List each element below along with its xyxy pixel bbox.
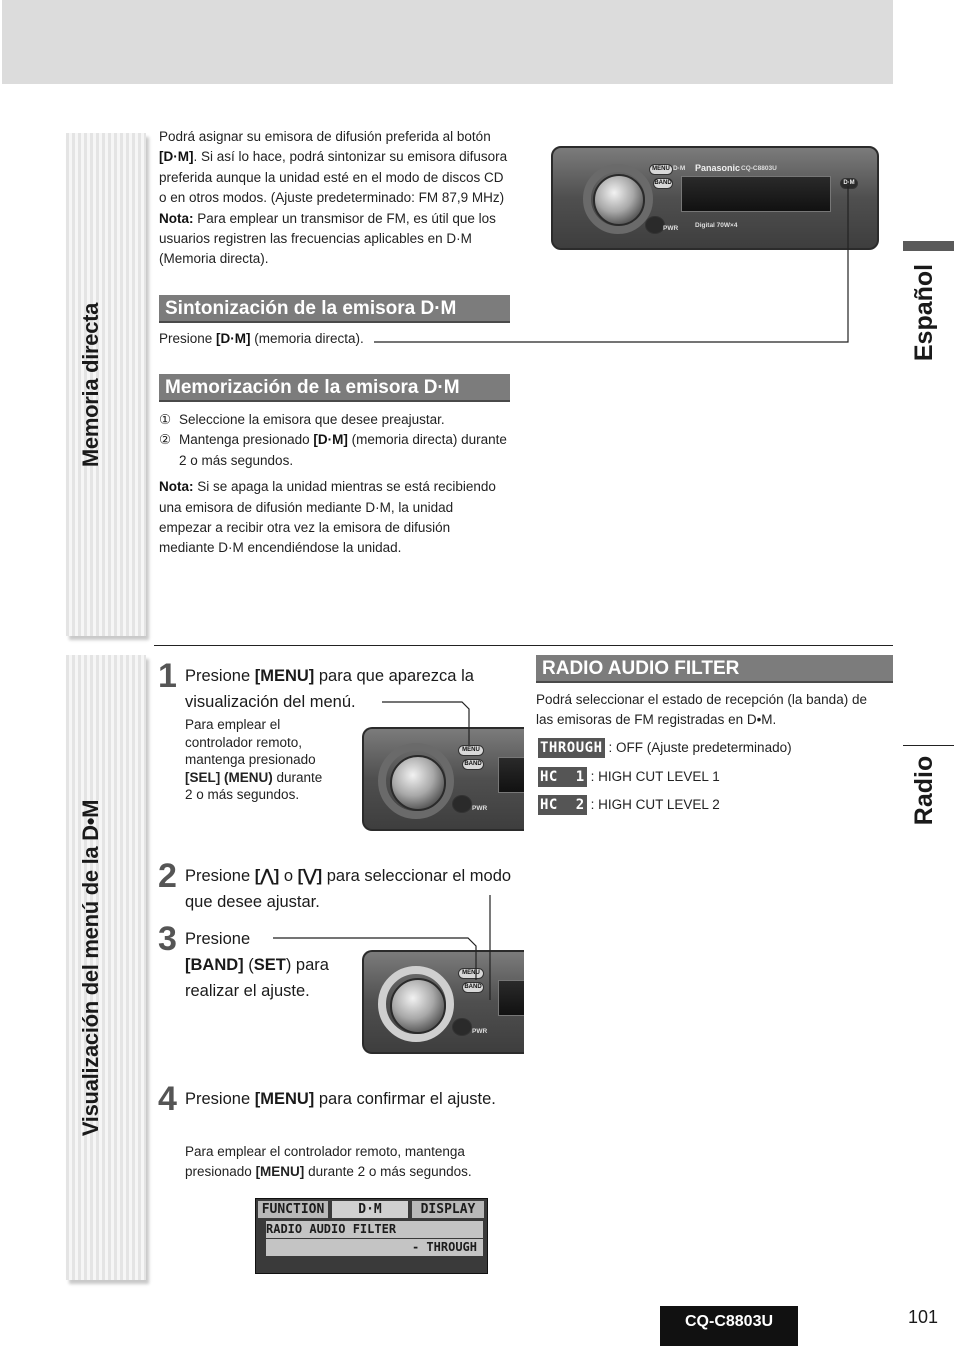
step-4-number: 4 — [158, 1080, 177, 1118]
step-1-number: 1 — [158, 657, 177, 695]
sintonizacion-text: Presione [D·M] (memoria directa). — [159, 331, 364, 346]
tab-divider — [903, 745, 954, 746]
header-band — [2, 0, 893, 84]
page-number: 101 — [908, 1307, 939, 1327]
heading-sintonizacion: Sintonización de la emisora D·M — [159, 295, 510, 323]
brand-logo: Panasonic — [695, 163, 741, 173]
option-through: THROUGH : OFF (Ajuste predeterminado) — [540, 740, 792, 756]
radio-filter-text: Podrá seleccionar el estado de recepción (la banda) de las emisoras de FM registradas en D•M. — [536, 692, 867, 728]
tab-radio: Radio — [910, 755, 939, 825]
dm-button[interactable]: D·M — [840, 178, 858, 189]
tab-espanol: Español — [910, 263, 939, 361]
step-3-text: Presione [BAND] (SET) para realizar el ajuste. — [185, 930, 329, 1000]
display-window — [681, 176, 831, 212]
step-2-number: 2 — [158, 857, 177, 895]
head-unit-illustration: MENU D·M BAND Panasonic CQ-C8803U D·M PWR Digital 70W×4 — [551, 146, 879, 250]
sidebar-visualizacion-menu — [66, 655, 146, 1280]
section-divider — [154, 645, 893, 646]
heading-radio-audio-filter: RADIO AUDIO FILTER — [536, 655, 893, 683]
menu-button[interactable]: MENU — [458, 968, 484, 979]
band-button[interactable]: BAND — [462, 982, 484, 993]
section-title-memoria: Memoria directa — [78, 302, 104, 467]
step-1-text: Presione [MENU] para que aparezca la visualización del menú. — [185, 667, 474, 711]
step-4-subtext: Para emplear el controlador remoto, mantenga presionado [MENU] durante 2 o más segundos. — [185, 1144, 472, 1179]
lcd-tab-display: DISPLAY — [412, 1201, 484, 1218]
pwr-button[interactable] — [452, 795, 472, 813]
pwr-button[interactable] — [645, 216, 665, 234]
pwr-button[interactable] — [452, 1018, 472, 1036]
band-button[interactable]: BAND — [462, 759, 484, 770]
step-3-number: 3 — [158, 920, 177, 958]
nota-label: Nota: — [159, 210, 194, 226]
step-4-text: Presione [MENU] para confirmar el ajuste. — [185, 1090, 496, 1108]
memorizacion-steps: ① Seleccione la emisora que desee preajustar. ② Mantenga presionado [D·M] (memoria directa) durante 2 o más segundos. Nota: Si se apaga la unidad mientras se está recibiendo una emisora de difusión mediante D·M, la unidad empezar a recibir otra vez la emisora de difusión mediante D·M encendiéndose la unidad. — [159, 412, 507, 556]
lcd-row-filter: RADIO AUDIO FILTER — [266, 1221, 483, 1238]
section-title-visualizacion: Visualización del menú de la D•M — [78, 799, 103, 1136]
menu-display-screen — [255, 1198, 488, 1274]
head-unit-closeup-band: MENU BAND PWR — [362, 950, 524, 1054]
heading-memorizacion: Memorización de la emisora D·M — [159, 374, 510, 402]
volume-knob-icon — [593, 174, 645, 226]
model-label: CQ-C8803U — [660, 1306, 798, 1346]
volume-knob-icon — [390, 978, 446, 1034]
sidebar-memoria-directa — [66, 133, 146, 636]
intro-paragraph: Podrá asignar su emisora de difusión preferida al botón [D·M]. Si así lo hace, podrá sintonizar su emisora difusora preferida aunque la unidad esté en el modo de discos CD o en otros modos. (Ajuste predeterminado: FM 87,9 MHz) Nota: Para emplear un transmisor de FM, es útil que los usuarios registren las frecuencias aplicables en D·M (Memoria directa). — [159, 129, 508, 267]
option-hc2: HC 2 : HIGH CUT LEVEL 2 — [540, 797, 720, 813]
option-hc1: HC 1 : HIGH CUT LEVEL 1 — [540, 769, 720, 785]
head-unit-closeup-menu: MENU BAND PWR — [362, 727, 524, 831]
menu-button[interactable]: MENU — [458, 745, 484, 756]
lcd-tab-dm: D·M — [332, 1201, 408, 1218]
step-2-text: Presione [⋀] o [⋁] para seleccionar el modo que desee ajustar. — [185, 867, 512, 911]
lcd-row-through: - THROUGH — [266, 1239, 483, 1256]
menu-button[interactable]: MENU — [649, 164, 673, 175]
step-1-subtext: Para emplear el controlador remoto, mantenga presionado [SEL] (MENU) durante 2 o más segundos. — [185, 717, 323, 802]
lcd-tab-function: FUNCTION — [258, 1201, 328, 1218]
band-button[interactable]: BAND — [653, 178, 673, 189]
language-tab-marker — [903, 241, 954, 251]
volume-knob-icon — [390, 755, 446, 811]
